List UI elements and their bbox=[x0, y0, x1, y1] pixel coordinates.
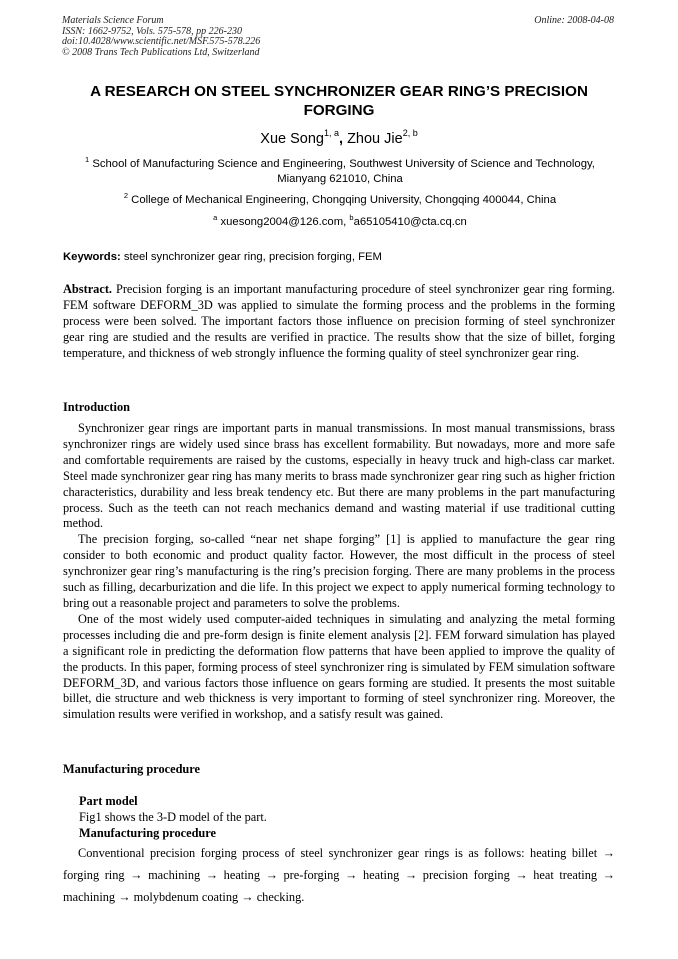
abstract-text: Precision forging is an important manufacturing procedure of steel synchronizer gear ring forming. FEM software DEFORM_3D was applied to simulate the forming process and the problems in the forming process were been solved. The important factors those influence on precision forming of steel synchronizer gear ring are studied and the results are verified in practice. The results show that the size of billet, forging temperature, and thickness of web strongly influence the forming quality of steel synchronizer gear ring. bbox=[63, 282, 615, 360]
paper-title: A RESEARCH ON STEEL SYNCHRONIZER GEAR RING’S PRECISION FORGING bbox=[90, 83, 588, 119]
abstract bbox=[63, 282, 615, 362]
introduction-body bbox=[63, 421, 615, 723]
email-line bbox=[80, 215, 600, 230]
email-a-superscript: a bbox=[213, 213, 218, 222]
email-a[interactable]: xuesong2004@126.com, bbox=[220, 216, 350, 228]
online-date: Online: 2008-04-08 bbox=[534, 15, 614, 26]
author-1-superscript: 1, a bbox=[323, 128, 339, 138]
procedure-text-block bbox=[63, 842, 615, 908]
procedure-text: Conventional precision forging process of steel synchronizer gear rings is as follows: heating billet → forging ring → machining → heating → pre-forging → heating → precision forging → heat treating → machining → molybdenum coating → checking. bbox=[63, 846, 615, 904]
affiliation-1 bbox=[80, 157, 600, 186]
manufacturing-heading: Manufacturing procedure bbox=[63, 762, 201, 776]
author-2: Zhou Jie bbox=[347, 131, 403, 147]
affiliation-2 bbox=[80, 193, 600, 208]
author-separator: , bbox=[339, 131, 348, 147]
issn-line: ISSN: 1662-9752, Vols. 575-578, pp 226-230 bbox=[62, 25, 242, 37]
journal-name: Materials Science Forum bbox=[62, 15, 164, 26]
author-1: Xue Song bbox=[260, 131, 324, 147]
intro-paragraph-1: Synchronizer gear rings are important parts in manual transmissions. In most manual transmissions, brass synchronizer rings are widely used since brass has excellent formability. But nowadays, more and more safe and comfortable requirements are raised by the customs, especially in heavy truck and high-class car market. Steel made synchronizer gear ring has many merits to brass made synchronizer gear ring such as higher friction characteristics, durability and less break tendency etc. But there are many problems in the part manufacturing process. Such as the teeth can not reach mechanics demand and wasting material if use traditional cutting method. bbox=[63, 421, 615, 531]
email-b-superscript: b bbox=[349, 213, 354, 222]
affiliation-1-text: School of Manufacturing Science and Engineering, Southwest University of Science and Technology, Mianyang 621010, China bbox=[92, 158, 595, 185]
email-b[interactable]: a65105410@cta.cq.cn bbox=[353, 216, 467, 228]
keywords-label: Keywords: bbox=[63, 251, 121, 263]
keywords-text: steel synchronizer gear ring, precision forging, FEM bbox=[120, 251, 382, 263]
procedure-subheading: Manufacturing procedure bbox=[79, 826, 217, 840]
intro-paragraph-2: The precision forging, so-called “near net shape forging” [1] is applied to manufacture the gear ring consider to both economic and product quality factor. However, the most difficult in the process of steel synchronizer gear ring’s manufacturing is the ring’s precision forging. There are many problems in the process such as filling, decarburization and die life. In this project we expect to apply numerical forming technology to bring out a reasonable project and parameters to solve the problems. bbox=[63, 532, 615, 610]
keywords-line bbox=[63, 250, 382, 264]
journal-header bbox=[62, 16, 260, 58]
introduction-heading: Introduction bbox=[63, 400, 130, 414]
part-model-text: Fig1 shows the 3-D model of the part. bbox=[79, 810, 267, 824]
affiliation-2-text: College of Mechanical Engineering, Chongqing University, Chongqing 400044, China bbox=[131, 194, 557, 206]
affiliation-1-number: 1 bbox=[85, 155, 90, 164]
abstract-label: Abstract. bbox=[63, 282, 113, 296]
intro-paragraph-3: One of the most widely used computer-aided techniques in simulating and analyzing the metal forming processes including die and pre-form design is finite element analysis [2]. FEM forward simulation has played a significant role in predicting the deformation flow patterns that have been applied to improve the quality of the products. In this paper, forming process of steel synchronizer ring is simulated by FEM simulation software DEFORM_3D, and various factors those influence on gears forming are studied. It presents the most suitable billet, die structure and web thickness is very important to forming of steel synchronizer ring. Moreover, the simulation results were verified in workshop, and a satisfy result was gained. bbox=[63, 611, 615, 722]
affiliation-2-number: 2 bbox=[123, 191, 129, 200]
copyright-line: © 2008 Trans Tech Publications Ltd, Switzerland bbox=[62, 46, 260, 58]
part-model-heading: Part model bbox=[79, 794, 138, 808]
author-line bbox=[62, 130, 616, 148]
doi-line: doi:10.4028/www.scientific.net/MSF.575-578.226 bbox=[62, 36, 261, 47]
author-2-superscript: 2, b bbox=[402, 128, 418, 138]
